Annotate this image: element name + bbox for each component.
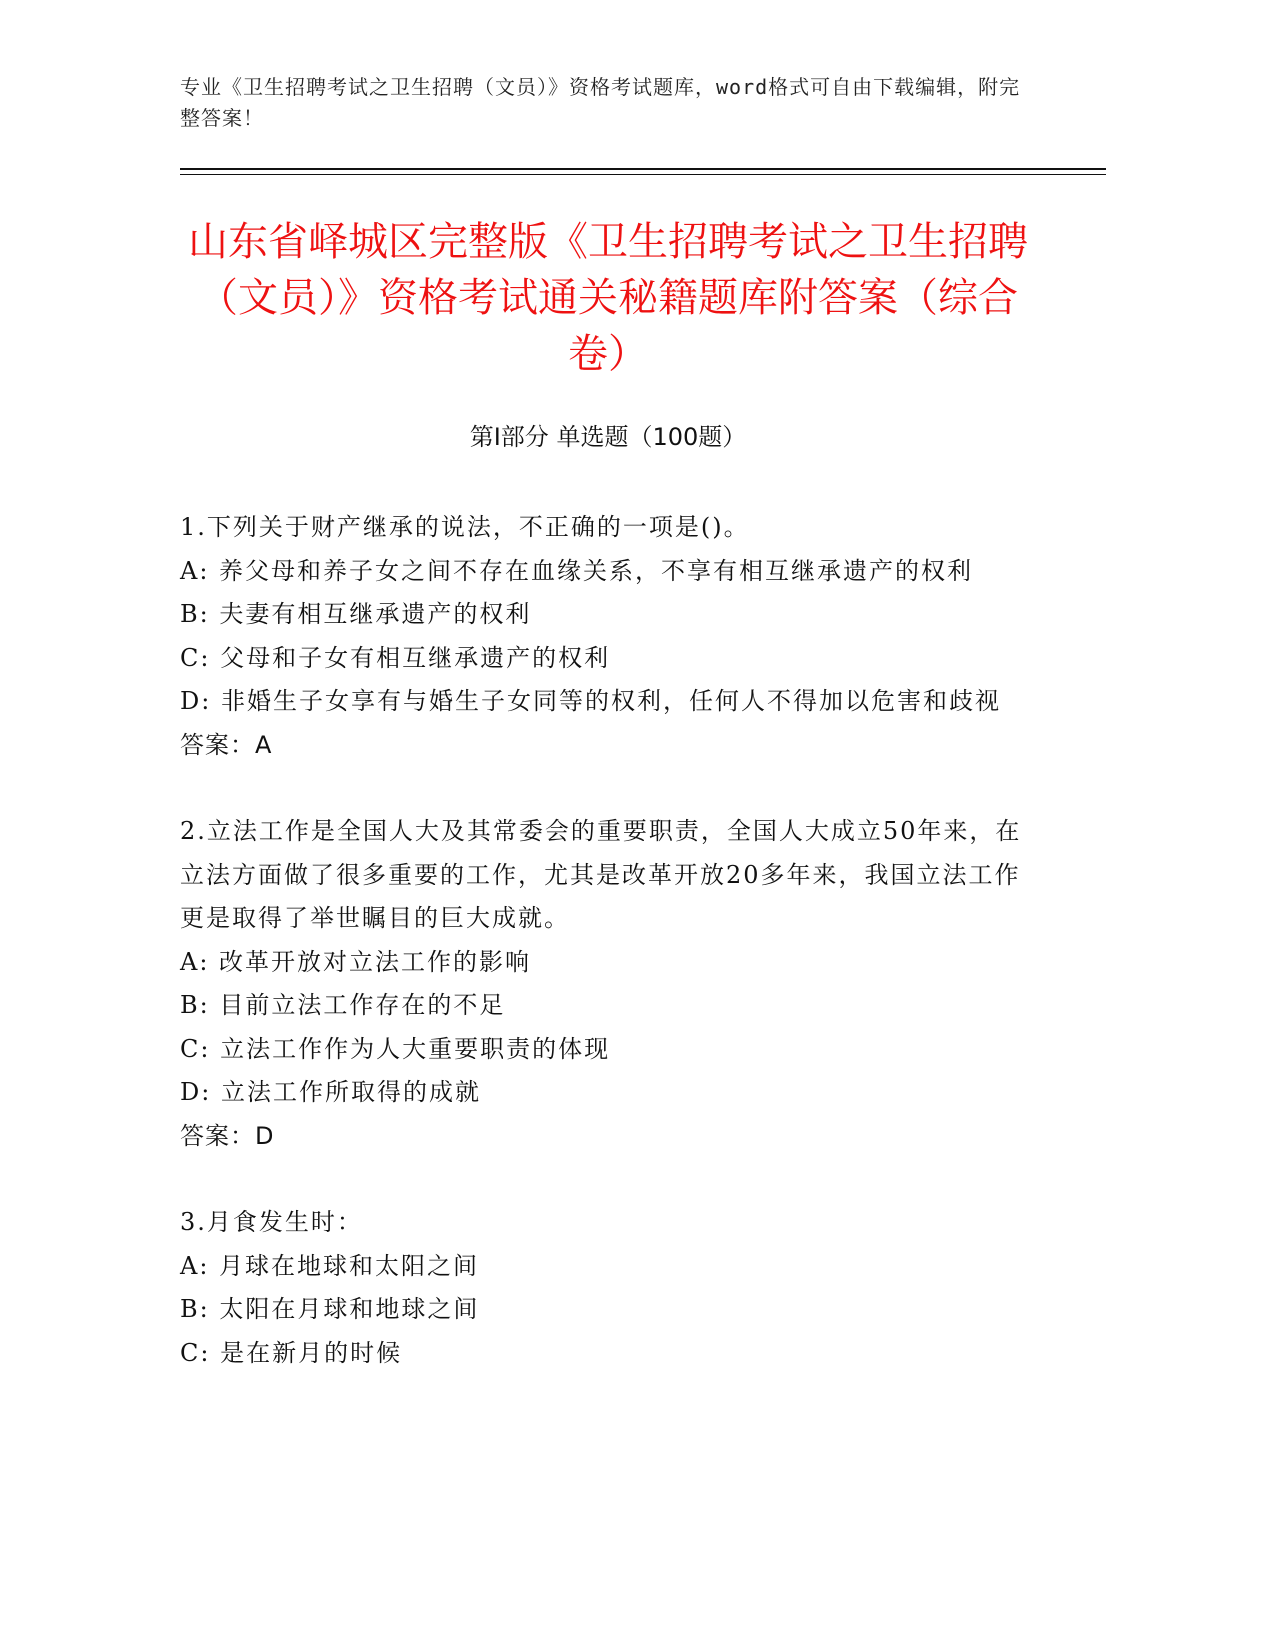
option-b: B: 目前立法工作存在的不足	[180, 991, 506, 1019]
option-c: C: 父母和子女有相互继承遗产的权利	[180, 643, 611, 672]
section-heading: 第Ⅰ部分 单选题（100题）	[469, 423, 747, 451]
option-d: D: 立法工作所取得的成就	[180, 1078, 481, 1106]
answer-line: 答案：A	[180, 730, 273, 759]
option-a: A: 改革开放对立法工作的影响	[180, 947, 532, 976]
header-note: 专业《卫生招聘考试之卫生招聘（文员）》资格考试题库，word格式可自由下载编辑，附完整答案！	[180, 75, 1021, 130]
option-b: B: 太阳在月球和地球之间	[180, 1295, 480, 1323]
option-b: B: 夫妻有相互继承遗产的权利	[180, 600, 532, 628]
option-d: D: 非婚生子女享有与婚生子女同等的权利，任何人不得加以危害和歧视	[180, 687, 1001, 715]
option-a: A: 养父母和养子女之间不存在血缘关系，不享有相互继承遗产的权利	[180, 556, 974, 585]
question-1	[180, 506, 1040, 767]
header-rule-thin	[180, 174, 1106, 175]
answer-line: 答案：D	[180, 1121, 275, 1150]
document-title: 山东省峄城区完整版《卫生招聘考试之卫生招聘（文员）》资格考试通关秘籍题库附答案（综合卷）	[188, 219, 1028, 377]
question-stem: 2.立法工作是全国人大及其常委会的重要职责，全国人大成立50年来，在立法方面做了很多重要的工作，尤其是改革开放20多年来，我国立法工作更是取得了举世瞩目的巨大成就。	[180, 817, 1022, 932]
question-3	[180, 1201, 1040, 1375]
option-a: A: 月球在地球和太阳之间	[180, 1251, 480, 1280]
question-list	[180, 506, 1040, 1375]
header-rule-thick	[180, 168, 1106, 170]
question-2	[180, 810, 1040, 1158]
option-c: C: 是在新月的时候	[180, 1338, 403, 1367]
question-stem: 1.下列关于财产继承的说法，不正确的一项是()。	[180, 513, 750, 541]
question-stem: 3.月食发生时：	[180, 1208, 363, 1236]
option-c: C: 立法工作作为人大重要职责的体现	[180, 1034, 611, 1063]
